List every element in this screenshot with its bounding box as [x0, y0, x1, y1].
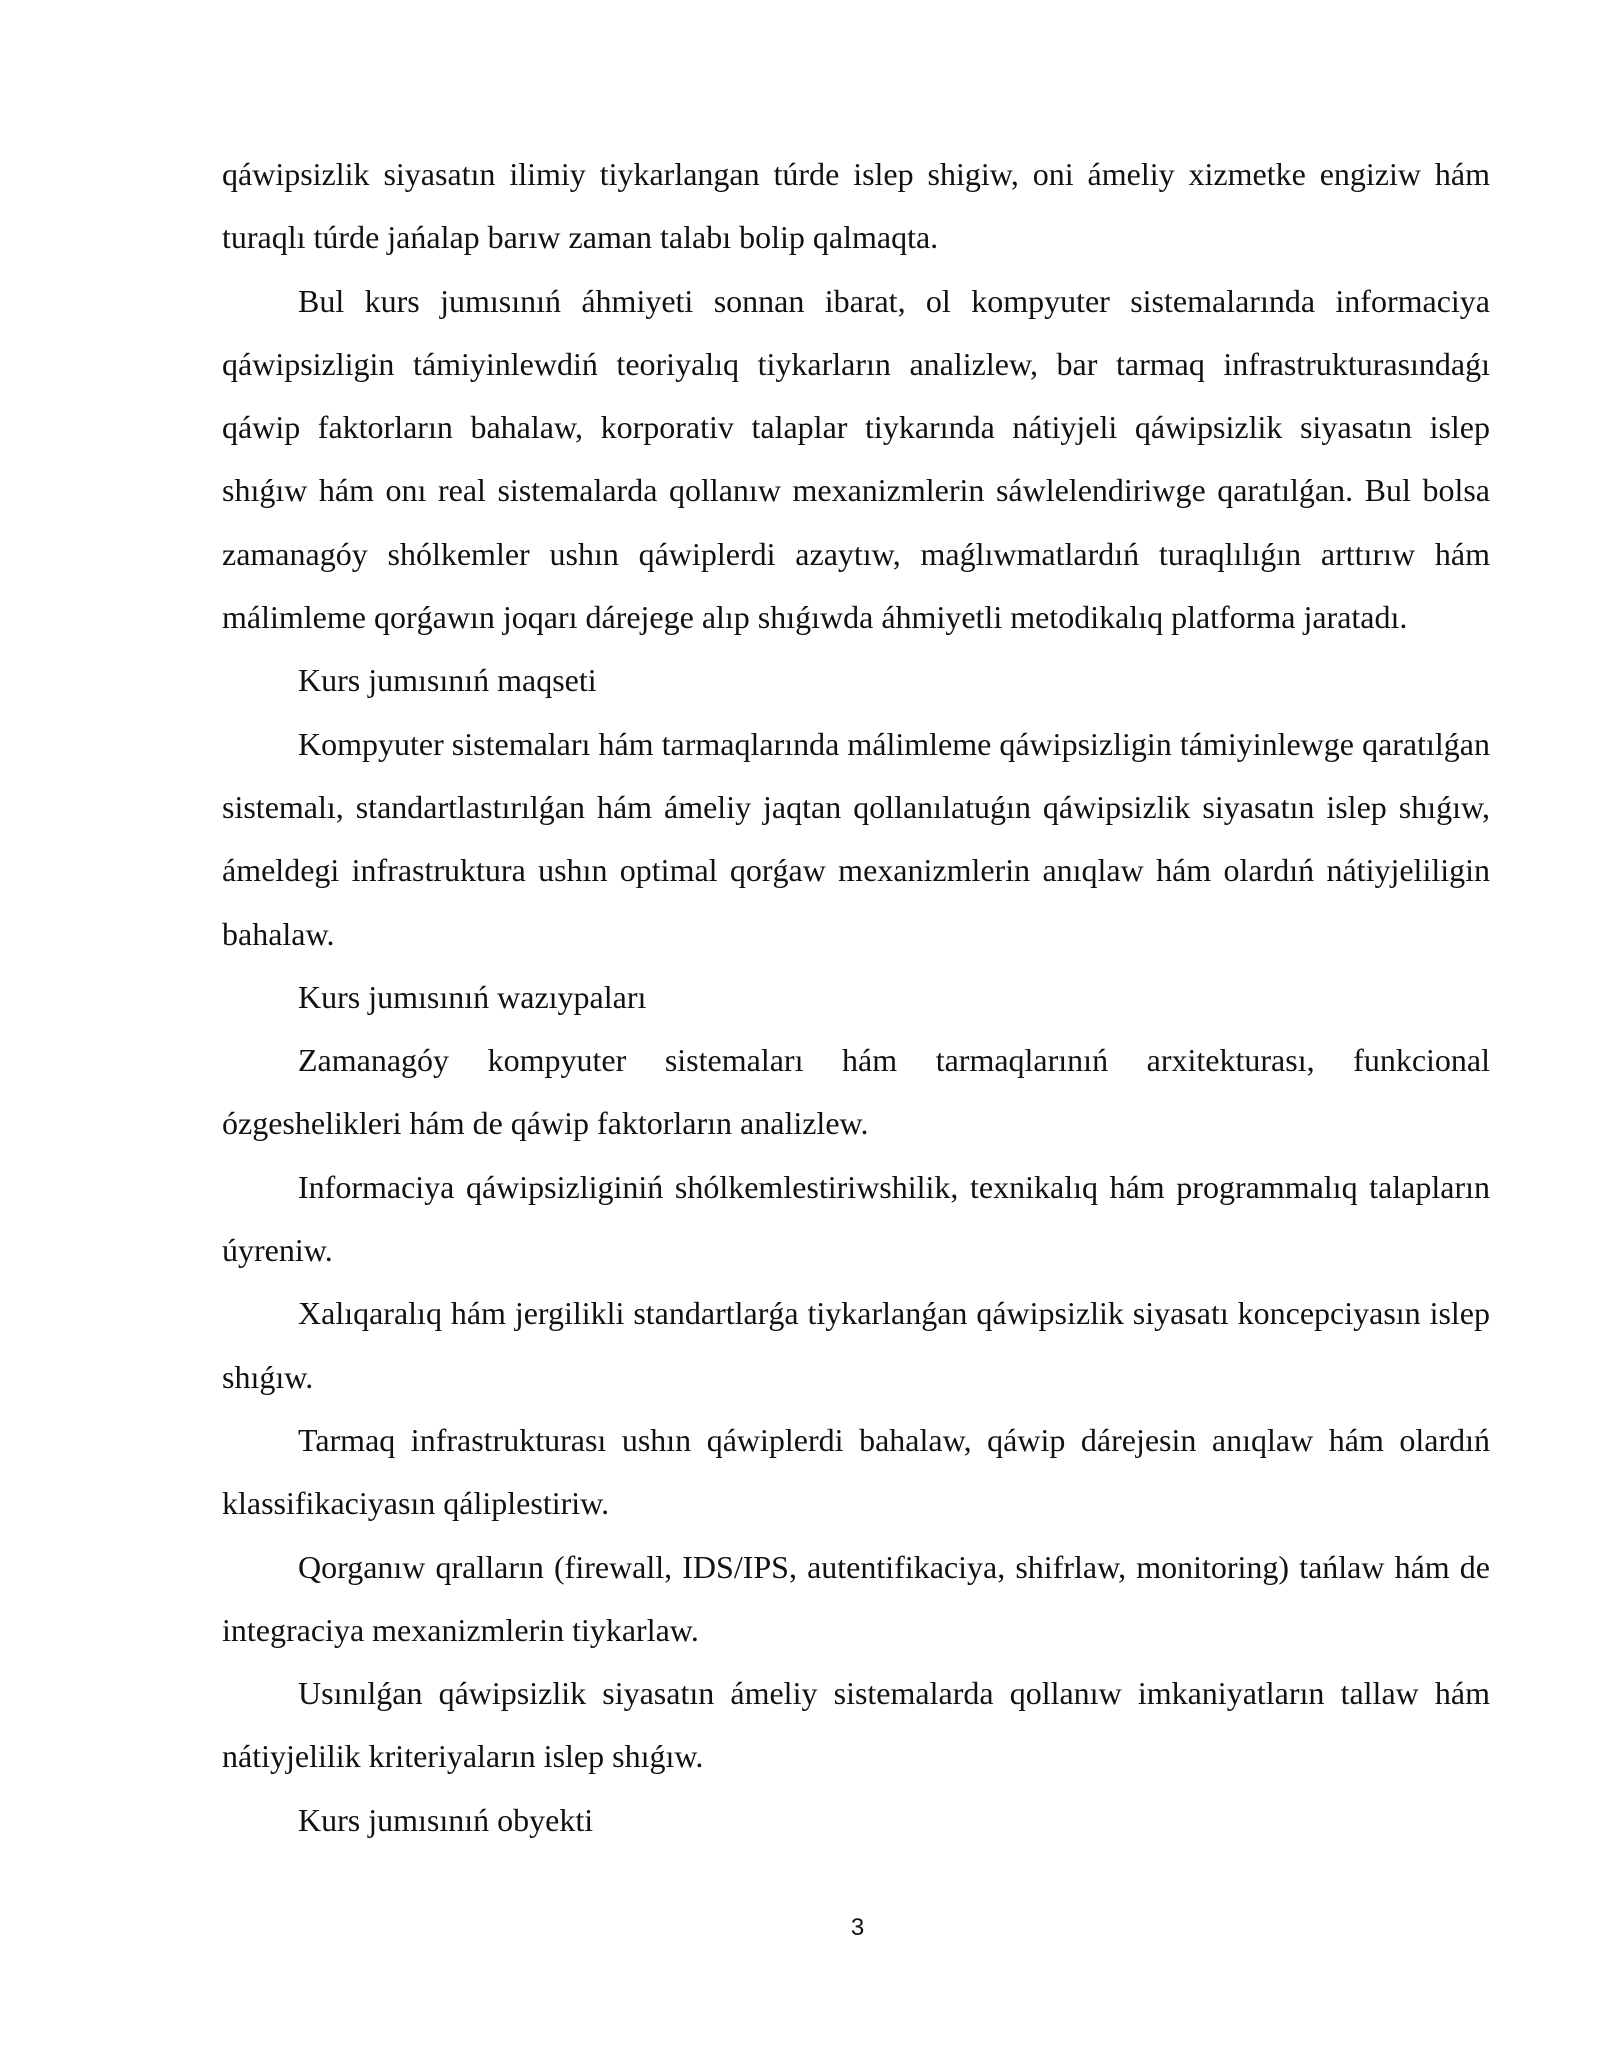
- heading-object: Kurs jumısınıń obyekti: [298, 1801, 594, 1838]
- heading-tasks: Kurs jumısınıń wazıypaları: [298, 978, 647, 1015]
- paragraph-importance: Bul kurs jumısınıń áhmiyeti sonnan ibarat, ol kompyuter sistemalarında informaciya qáwipsizligin támiyinlewdiń teoriyalıq tiykarların analizlew, bar tarmaq infrastrukturasındaǵı qáwip faktorların bahalaw, korporativ talaplar tiykarında nátiyjeli qáwipsizlik siyasatın islep shıǵıw hám onı real sistemalarda qollanıw mexanizmlerin sáwlelendiriwge qaratılǵan. Bul bolsa zamanagóy shólkemler ushın qáwiplerdi azaytıw, maǵlıwmatlardıń turaqlılıǵın arttırıw hám málimleme qorǵawın joqarı dárejege alıp shıǵıwda áhmiyetli metodikalıq platforma jaratadı.: [222, 282, 1490, 636]
- paragraph-task-4: Tarmaq infrastrukturası ushın qáwiplerdi bahalaw, qáwip dárejesin anıqlaw hám olardıń klassifikaciyasın qáliplestiriw.: [222, 1421, 1490, 1522]
- paragraph-task-5: Qorganıw qralların (firewall, IDS/IPS, autentifikaciya, shifrlaw, monitoring) tańlaw hám de integraciya mexanizmlerin tiykarlaw.: [222, 1548, 1490, 1648]
- paragraph-goal: Kompyuter sistemaları hám tarmaqlarında málimleme qáwipsizligin támiyinlewge qaratılǵan sistemalı, standartlastırılǵan hám ámeliy jaqtan qollanılatuǵın qáwipsizlik siyasatın islep shıǵıw, ámeldegi infrastruktura ushın optimal qorǵaw mexanizmlerin anıqlaw hám olardıń nátiyjeliligin bahalaw.: [222, 725, 1490, 952]
- paragraph-task-6: Usınılǵan qáwipsizlik siyasatın ámeliy sistemalarda qollanıw imkaniyatların tallaw hám nátiyjelilik kriteriyaların islep shıǵıw.: [222, 1675, 1490, 1775]
- paragraph-task-3: Xalıqaralıq hám jergilikli standartlarǵa tiykarlanǵan qáwipsizlik siyasatı koncepciyasın islep shıǵıw.: [222, 1295, 1490, 1395]
- page-number: 3: [850, 1914, 865, 1941]
- paragraph-task-1: Zamanagóy kompyuter sistemaları hám tarmaqlarınıń arxitekturası, funkcional ózgeshelikleri hám de qáwip faktorların analizlew.: [222, 1042, 1490, 1142]
- heading-goal: Kurs jumısınıń maqseti: [298, 662, 597, 699]
- document-body: [222, 143, 1490, 1852]
- paragraph-task-2: Informaciya qáwipsizliginiń shólkemlestiriwshilik, texnikalıq hám programmalıq talapların úyreniw.: [222, 1168, 1490, 1269]
- paragraph-intro-continuation: qáwipsizlik siyasatın ilimiy tiykarlangan túrde islep shigiw, oni ámeliy xizmetke engiziw hám turaqlı túrde jańalap barıw zaman talabı bolip qalmaqta.: [222, 156, 1490, 256]
